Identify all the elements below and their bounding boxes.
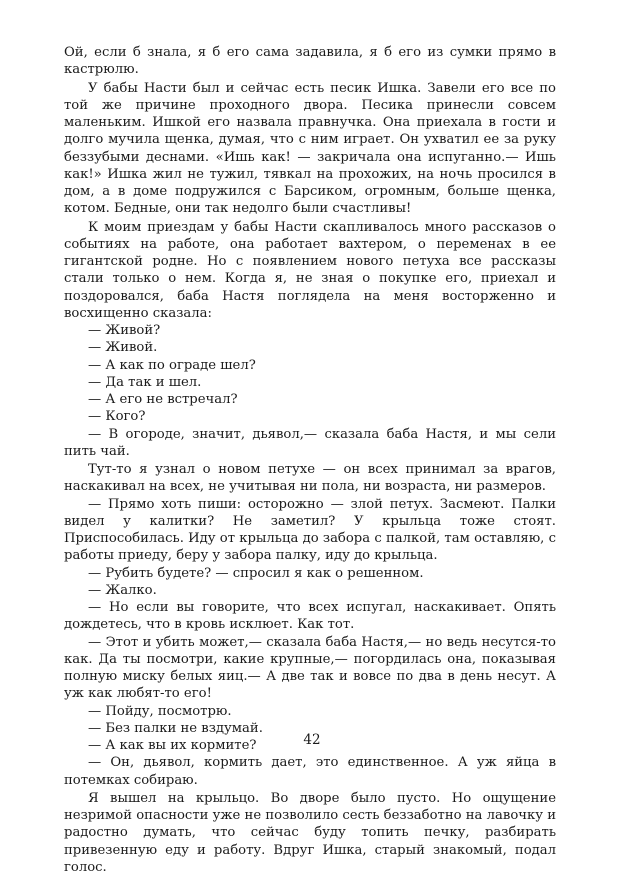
dialogue-line: — Но если вы говорите, что всех испугал, наскакивает. Опять дождетесь, что в кровь исклюет. Как тот. — [64, 600, 556, 633]
dialogue-line: — Живой. — [88, 340, 158, 356]
dialogue-line: — А как вы их кормите? — [88, 738, 257, 753]
dialogue-line: — Этот и убить может,— сказала баба Настя,— но ведь несутся-то как. Да ты посмотри, какие крупные,— погордилась она, показывая полную миску белых яиц.— А две так и вовсе по два в день несут. А уж как любят-то его! — [64, 634, 556, 702]
dialogue-line: — Он, дьявол, кормить дает, это единственное. А уж яйца в потемках собираю. — [64, 755, 556, 788]
paragraph: К моим приездам у бабы Насти скапливалось много рассказов о событиях на работе, она работает вахтером, о переменах в ее гигантской родне. Но с появлением нового петуха все рассказы стали только о нем. Когда я, не зная о покупке его, приехал и поздоровался, баба Настя поглядела на меня восторженно и восхищенно сказала: — [64, 219, 556, 321]
dialogue-line: — Жалко. — [88, 582, 157, 598]
dialogue-line: — Пойду, посмотрю. — [88, 703, 232, 719]
dialogue-line: — А его не встречал? — [88, 392, 238, 407]
dialogue-line: — Без палки не вздумай. — [88, 720, 263, 736]
dialogue-line: — Да так и шел. — [88, 374, 202, 390]
dialogue-line: — А как по ограде шел? — [88, 357, 256, 373]
dialogue-line: — Кого? — [88, 409, 146, 425]
page-number: 42 — [303, 732, 321, 748]
paragraph: У бабы Насти был и сейчас есть песик Ишка. Завели его все по той же причине проходного двора. Песика принесли совсем маленьким. Ишкой его назвала правнучка. Она приехала в гости и долго мучила щенка, думая, что с ним играет. Он ухватил ее за руку беззубыми деснами. «Ишь как! — закричала она испуганно.— Ишь как!» Ишка жил не тужил, тявкал на прохожих, на ночь просился в дом, а в доме подружился с Барсиком, огромным, больше щенка, котом. Бедные, они так недолго были счастливы! — [64, 80, 556, 217]
paragraph: Тут-то я узнал о новом петухе — он всех принимал за врагов, наскакивал на всех, не учитывая ни пола, ни возраста, ни размеров. — [64, 462, 556, 495]
dialogue-line: — Рубить будете? — спросил я как о решенном. — [88, 565, 424, 581]
paragraph: Ой, если б знала, я б его сама задавила, я б его из сумки прямо в кастрюлю. — [64, 45, 556, 78]
dialogue-line: — Прямо хоть пиши: осторожно — злой петух. Засмеют. Палки видел у калитки? Не заметил? У крыльца тоже стоят. Приспособилась. Иду от крыльца до забора с палкой, там оставляю, с работы приеду, беру у забора палку, иду до крыльца. — [64, 496, 556, 564]
dialogue-line: — В огороде, значит, дьявол,— сказала баба Настя, и мы сели пить чай. — [64, 426, 556, 459]
paragraph: Я вышел на крыльцо. Во дворе было пусто. Но ощущение незримой опасности уже не позволило сесть беззаботно на лавочку и радостно думать, что сейчас буду топить печку, разбирать привезенную еду и работу. Вдруг Ишка, старый знакомый, подал голос. — [64, 790, 556, 875]
dialogue-line: — Живой? — [88, 323, 161, 338]
page-body — [64, 44, 556, 876]
